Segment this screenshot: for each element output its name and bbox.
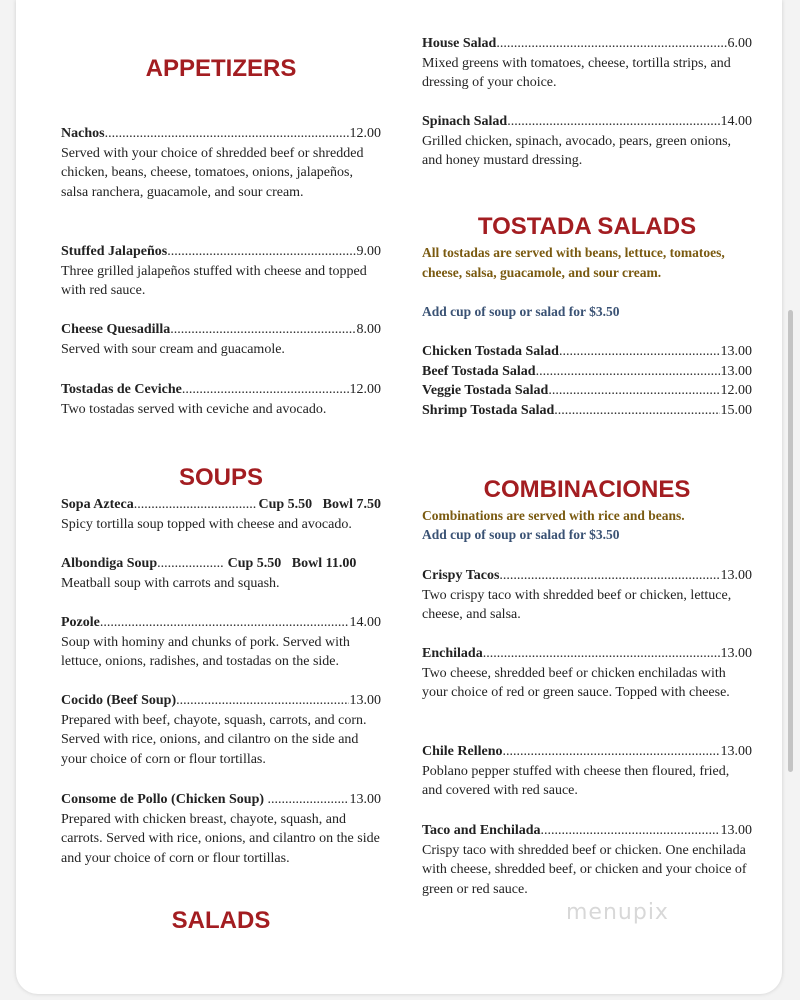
combinaciones-heading: COMBINACIONES (483, 476, 691, 503)
item-price: 13.00 (720, 744, 752, 759)
leader-dots (499, 566, 719, 586)
item-name: Shrimp Tostada Salad (422, 402, 555, 418)
leader-dots (554, 401, 719, 421)
item-name: House Salad (422, 36, 497, 51)
item-name: Sopa Azteca (61, 497, 134, 512)
item-name: Chile Relleno (422, 744, 503, 759)
list-item (422, 381, 752, 401)
menu-item-house-salad (422, 34, 752, 93)
menu-item-tostadas-de-ceviche (61, 380, 381, 419)
item-description: Crispy taco with shredded beef or chicken. One enchilada with cheese, shredded beef, or chicken and your choice of green or red sauce. (422, 842, 747, 897)
item-name: Taco and Enchilada (422, 823, 541, 838)
item-price: 12.00 (349, 382, 381, 397)
item-description: Two cheese, shredded beef or chicken enchiladas with your choice of red or green sauce. Topped with cheese. (422, 665, 730, 700)
menu-item-cocido (61, 691, 381, 769)
item-name: Albondiga Soup (61, 556, 158, 571)
item-name: Crispy Tacos (422, 568, 500, 583)
item-price: 13.00 (720, 823, 752, 838)
menu-item-crispy-tacos (422, 566, 752, 625)
leader-dots (483, 644, 720, 664)
item-description: Three grilled jalapeños stuffed with cheese and topped with red sauce. (61, 263, 367, 298)
item-name: Stuffed Jalapeños (61, 244, 168, 259)
item-description: Soup with hominy and chunks of pork. Served with lettuce, onions, radishes, and tostadas on the side. (61, 634, 350, 669)
item-description: Served with sour cream and guacamole. (61, 341, 285, 357)
item-price: 13.00 (720, 344, 752, 359)
item-price: 12.00 (720, 383, 752, 398)
menu-item-enchilada (422, 644, 752, 703)
item-name: Spinach Salad (422, 114, 508, 129)
item-description: Grilled chicken, spinach, avocado, pears, green onions, and honey mustard dressing. (422, 133, 732, 168)
leader-dots (541, 821, 720, 841)
list-item (422, 362, 752, 382)
leader-dots (157, 554, 223, 574)
item-price: 14.00 (720, 114, 752, 129)
item-name: Consome de Pollo (Chicken Soup) (61, 792, 265, 807)
menu-item-chile-relleno (422, 742, 752, 801)
item-description: Two crispy taco with shredded beef or chicken, lettuce, cheese, and salsa. (422, 587, 732, 622)
tostada-salads-heading: TOSTADA SALADS (477, 213, 697, 240)
item-price: 8.00 (356, 322, 381, 337)
item-name: Nachos (61, 126, 105, 141)
menu-item-consome-de-pollo (61, 790, 381, 868)
leader-dots (559, 342, 720, 362)
item-price: 13.00 (349, 693, 381, 708)
item-description: Mixed greens with tomatoes, cheese, tortilla strips, and dressing of your choice. (422, 55, 731, 90)
leader-dots (496, 34, 726, 54)
item-price: 13.00 (720, 646, 752, 661)
menu-page (16, 0, 782, 994)
item-price: 15.00 (720, 402, 752, 418)
combinaciones-note: Combinations are served with rice and beans. (422, 508, 685, 523)
item-price: 9.00 (356, 244, 381, 259)
item-name: Tostadas de Ceviche (61, 382, 182, 397)
item-price: Cup 5.50 Bowl 7.50 (258, 497, 381, 512)
list-item (422, 342, 752, 362)
menu-item-albondiga-soup (61, 554, 381, 593)
item-description: Spicy tortilla soup topped with cheese and avocado. (61, 516, 352, 532)
leader-dots (176, 691, 348, 711)
item-price: 12.00 (349, 126, 381, 141)
menu-item-nachos (61, 124, 381, 202)
scrollbar[interactable] (788, 310, 793, 772)
tostada-salads-note: All tostadas are served with beans, lettuce, tomatoes, cheese, salsa, guacamole, and sour cream. (422, 245, 725, 280)
item-name: Enchilada (422, 646, 483, 661)
item-name: Pozole (61, 615, 100, 630)
menu-item-spinach-salad (422, 112, 752, 171)
item-price: Cup 5.50 Bowl 11.00 (224, 556, 357, 571)
item-price: 13.00 (720, 568, 752, 583)
leader-dots (105, 124, 349, 144)
soups-heading: SOUPS (178, 464, 264, 491)
item-description: Poblano pepper stuffed with cheese then floured, fried, and covered with red sauce. (422, 763, 730, 798)
item-name: Cheese Quesadilla (61, 322, 171, 337)
item-description: Meatball soup with carrots and squash. (61, 575, 280, 591)
leader-dots (167, 242, 355, 262)
item-price: 6.00 (727, 36, 752, 51)
item-price: 14.00 (349, 615, 381, 630)
menu-item-stuffed-jalapenos (61, 242, 381, 301)
item-name: Cocido (Beef Soup) (61, 693, 177, 708)
item-description: Prepared with beef, chayote, squash, carrots, and corn. Served with rice, onions, and cilantro on the side and your choice of corn or flour tortillas. (61, 712, 367, 767)
leader-dots (170, 320, 355, 340)
item-name: Chicken Tostada Salad (422, 344, 559, 359)
leader-dots (134, 495, 258, 515)
item-description: Served with your choice of shredded beef or shredded chicken, beans, cheese, tomatoes, onions, jalapeños, salsa ranchera, guacamole, and sour cream. (61, 145, 364, 200)
menu-item-cheese-quesadilla (61, 320, 381, 359)
item-price: 13.00 (720, 363, 752, 379)
tostada-salads-list (422, 342, 752, 420)
salads-heading: SALADS (171, 907, 271, 934)
leader-dots (548, 381, 719, 401)
combinaciones-addon: Add cup of soup or salad for $3.50 (422, 527, 620, 542)
appetizers-heading: APPETIZERS (145, 55, 297, 82)
list-item (422, 401, 752, 421)
menupix-watermark: menupix (566, 900, 669, 925)
item-price: 13.00 (349, 792, 381, 807)
menu-item-sopa-azteca (61, 495, 381, 534)
leader-dots (507, 112, 719, 132)
tostada-salads-addon: Add cup of soup or salad for $3.50 (422, 304, 620, 319)
leader-dots (268, 790, 349, 810)
leader-dots (182, 380, 349, 400)
leader-dots (536, 362, 720, 382)
leader-dots (503, 742, 720, 762)
item-name: Veggie Tostada Salad (422, 383, 549, 398)
item-name: Beef Tostada Salad (422, 363, 536, 379)
item-description: Two tostadas served with ceviche and avocado. (61, 401, 327, 417)
menu-item-taco-and-enchilada (422, 821, 752, 899)
menu-item-pozole (61, 613, 381, 672)
leader-dots (100, 613, 349, 633)
item-description: Prepared with chicken breast, chayote, squash, and carrots. Served with rice, onions, and cilantro on the side and your choice of corn or flour tortillas. (61, 811, 380, 866)
